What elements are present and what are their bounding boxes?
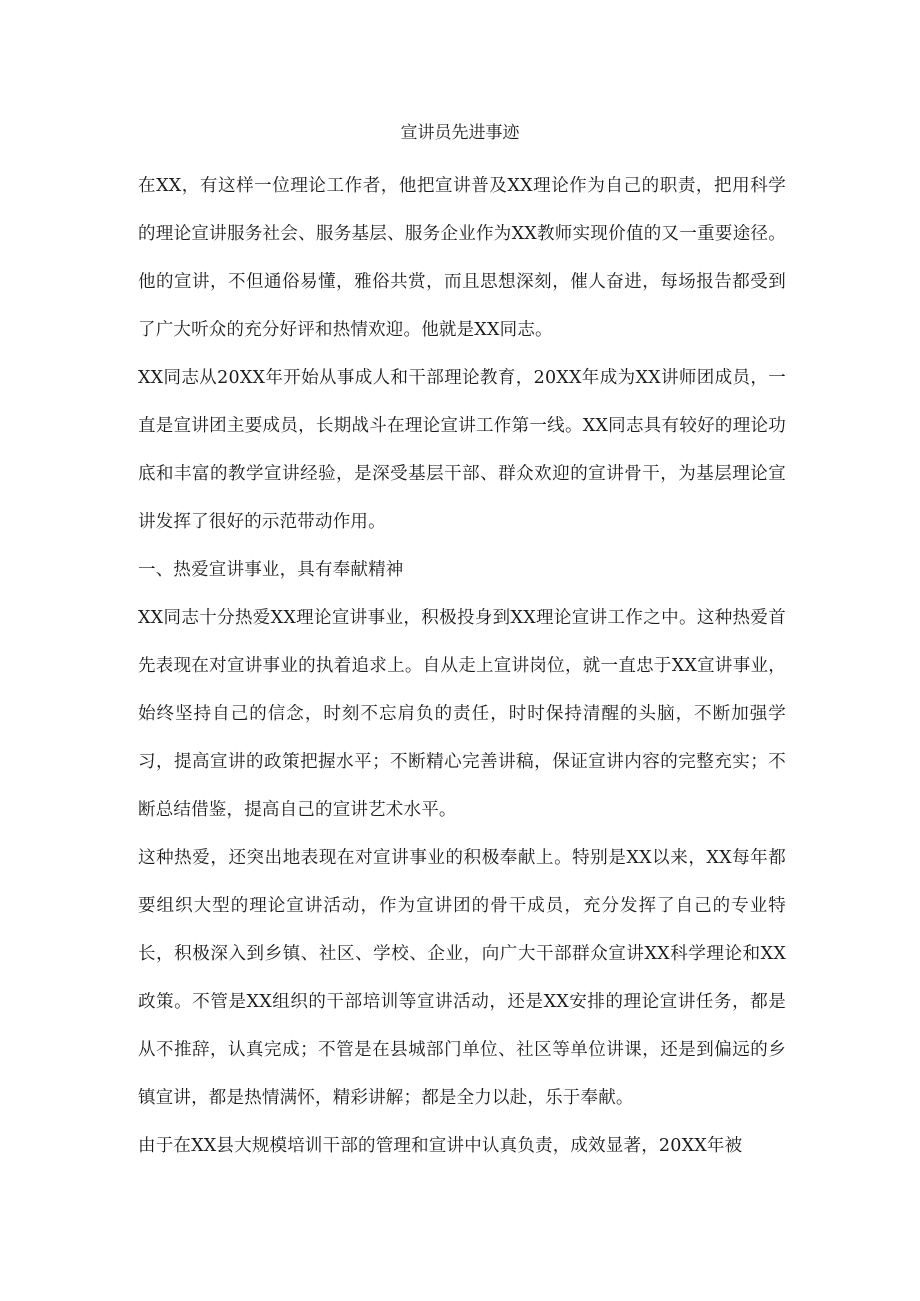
paragraph-dedication: XX同志十分热爱XX理论宣讲事业，积极投身到XX理论宣讲工作之中。这种热爱首先表现在对宣讲事业的执着追求上。自从走上宣讲岗位，就一直忠于XX宣讲事业，始终坚持自己的信念，时刻不忘肩负的责任，时时保持清醒的头脑，不断加强学习，提高宣讲的政策把握水平；不断精心完善讲稿，保证宣讲内容的完整充实；不断总结借鉴，提高自己的宣讲艺术水平。 bbox=[138, 608, 786, 820]
paragraph-background: XX同志从20XX年开始从事成人和干部理论教育，20XX年成为XX讲师团成员，一直是宣讲团主要成员，长期战斗在理论宣讲工作第一线。XX同志具有较好的理论功底和丰富的教学宣讲经验，是深受基层干部、群众欢迎的宣讲骨干，为基层理论宣讲发挥了很好的示范带动作用。 bbox=[138, 368, 786, 532]
paragraph-intro: 在XX，有这样一位理论工作者，他把宣讲普及XX理论作为自己的职责，把用科学的理论宣讲服务社会、服务基层、服务企业作为XX教师实现价值的又一重要途径。他的宣讲，不但通俗易懂，雅俗共赏，而且思想深刻，催人奋进，每场报告都受到了广大听众的充分好评和热情欢迎。他就是XX同志。 bbox=[138, 176, 786, 340]
document-title: 宣讲员先进事迹 bbox=[400, 123, 520, 143]
paragraph-contribution: 这种热爱，还突出地表现在对宣讲事业的积极奉献上。特别是XX以来，XX每年都要组织大型的理论宣讲活动，作为宣讲团的骨干成员，充分发挥了自己的专业特长，积极深入到乡镇、社区、学校、企业，向广大干部群众宣讲XX科学理论和XX政策。不管是XX组织的干部培训等宣讲活动，还是XX安排的理论宣讲任务，都是从不推辞，认真完成；不管是在县城部门单位、社区等单位讲课，还是到偏远的乡镇宣讲，都是热情满怀，精彩讲解；都是全力以赴，乐于奉献。 bbox=[138, 848, 786, 1108]
section-heading: 一、热爱宣讲事业，具有奉献精神 bbox=[138, 560, 404, 580]
paragraph-achievement: 由于在XX县大规模培训干部的管理和宣讲中认真负责，成效显著，20XX年被 bbox=[138, 1136, 743, 1156]
